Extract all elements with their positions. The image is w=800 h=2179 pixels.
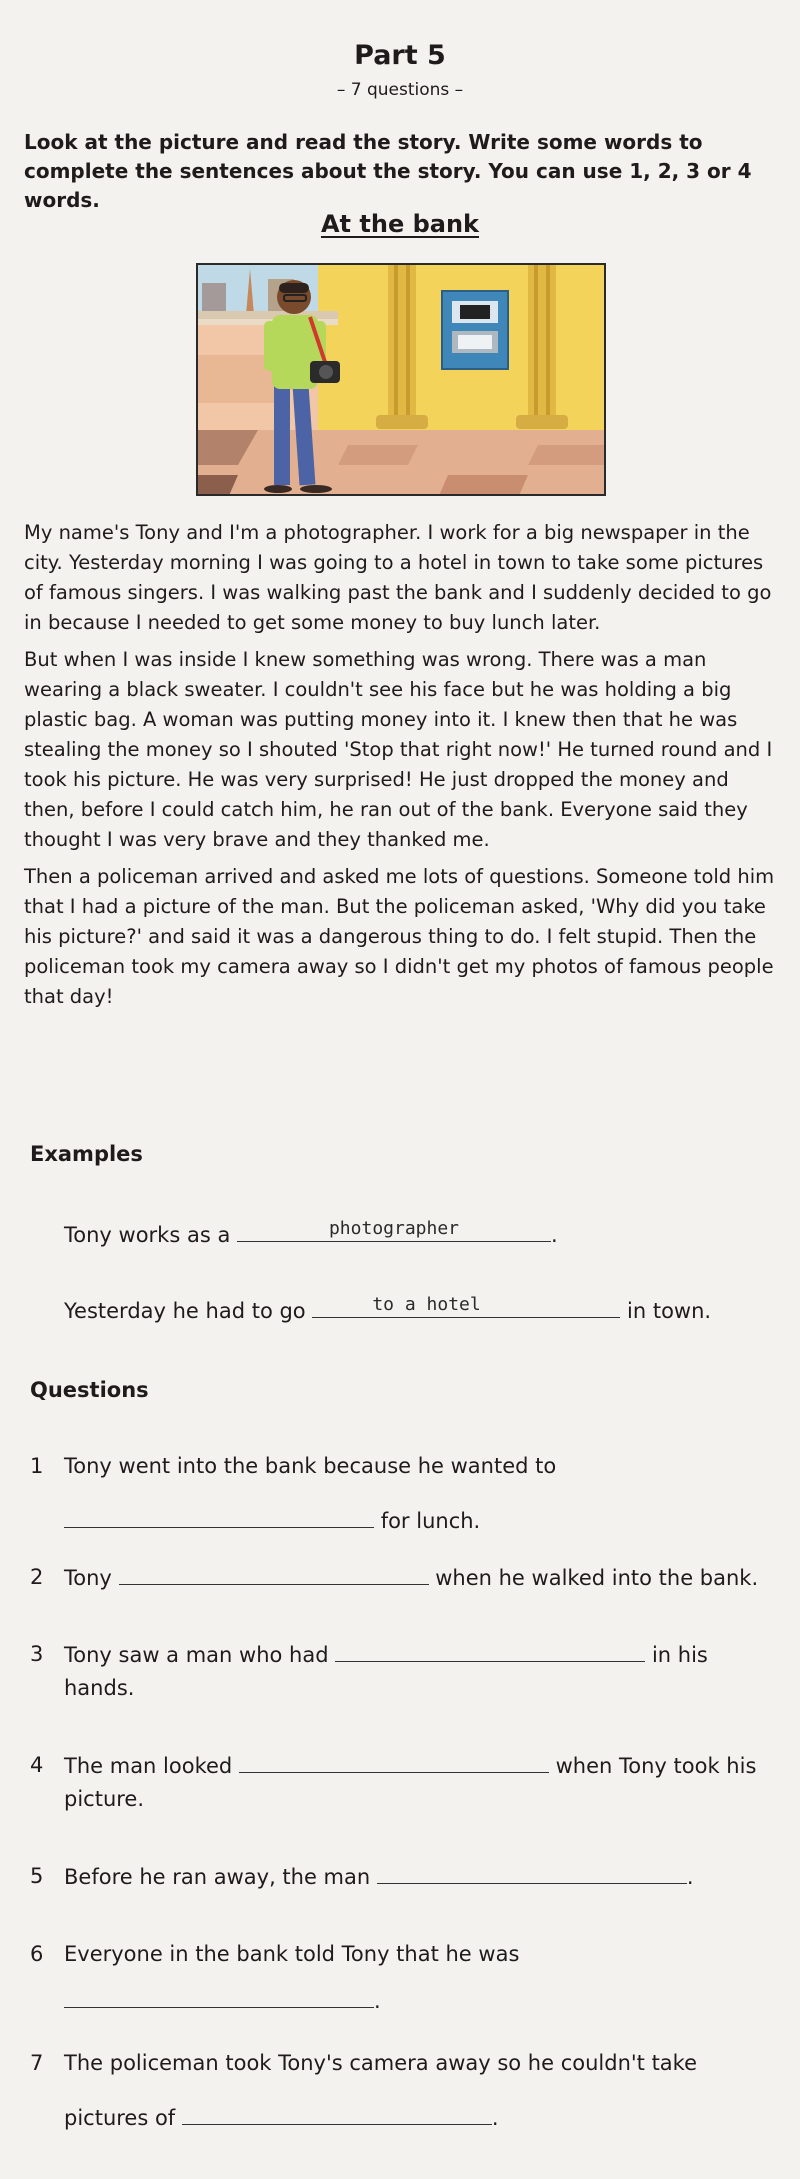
story-title: At the bank [320,210,479,238]
question-2: Tony when he walked into the bank. [64,1566,759,1590]
question-number: 5 [30,1864,44,1888]
example-1: Tony works as a photographer . [64,1218,558,1247]
question-count: – 7 questions – [336,80,464,100]
question-7-text: The policeman took Tony's camera away so he couldn't take [64,2051,698,2075]
question-number: 6 [30,1942,44,1966]
part-title: Part 5 [354,40,446,71]
story-paragraph: But when I was inside I knew something was wrong. There was a man wearing a black sweater. I couldn't see his face but he was holding a big plastic bag. A woman was putting money into it. I knew then that he was stealing the money so I shouted 'Stop that right now!' He turned round and I took his picture. He was very surprised! He just dropped the money and then, before I could catch him, he ran out of the bank. Everyone said they thought I was very brave and they thanked me. [24,648,773,851]
answer-blank-6[interactable] [64,1988,374,2008]
example-2-blank: to a hotel [312,1298,620,1318]
story-text [24,518,784,1019]
question-4-continued: picture. [64,1787,145,1811]
answer-blank-2[interactable] [119,1565,429,1585]
instructions: Look at the picture and read the story. Write some words to complete the sentences about the story. You can use 1, 2, 3 or 4 words. [24,130,752,212]
question-number: 4 [30,1753,44,1777]
question-number: 2 [30,1565,44,1589]
question-6-text: Everyone in the bank told Tony that he was [64,1942,520,1966]
photographer-in-bank-picture [198,265,606,496]
story-paragraph: My name's Tony and I'm a photographer. I work for a big newspaper in the city. Yesterday morning I was going to a hotel in town to take some pictures of famous singers. I was walking past the bank and I suddenly decided to go in because I needed to get some money to buy lunch later. [24,521,772,634]
question-number: 1 [30,1454,44,1478]
question-6-answer-line: . [64,1988,381,2013]
answer-blank-3[interactable] [335,1642,645,1662]
question-1-answer-line: for lunch. [64,1508,480,1533]
question-3-continued: hands. [64,1676,135,1700]
bank-illustration [196,263,606,496]
answer-blank-1[interactable] [64,1508,374,1528]
question-number: 3 [30,1642,44,1666]
question-4: The man looked when Tony took his [64,1754,757,1778]
question-1-text: Tony went into the bank because he wanted to [64,1454,557,1478]
examples-heading: Examples [30,1142,143,1166]
example-2: Yesterday he had to go to a hotel in town. [64,1294,712,1323]
question-3: Tony saw a man who had in his [64,1643,708,1667]
answer-blank-4[interactable] [239,1753,549,1773]
example-1-blank: photographer [237,1222,551,1242]
questions-heading: Questions [30,1378,149,1402]
answer-blank-5[interactable] [377,1864,687,1884]
question-number: 7 [30,2051,44,2075]
story-paragraph: Then a policeman arrived and asked me lots of questions. Someone told him that I had a picture of the man. But the policeman asked, 'Why did you take his picture?' and said it was a dangerous thing to do. I felt stupid. Then the policeman took my camera away so I didn't get my photos of famous people that day! [24,865,775,1008]
answer-blank-7[interactable] [182,2105,492,2125]
question-7-answer-line: pictures of . [64,2106,499,2130]
question-5: Before he ran away, the man . [64,1865,694,1889]
